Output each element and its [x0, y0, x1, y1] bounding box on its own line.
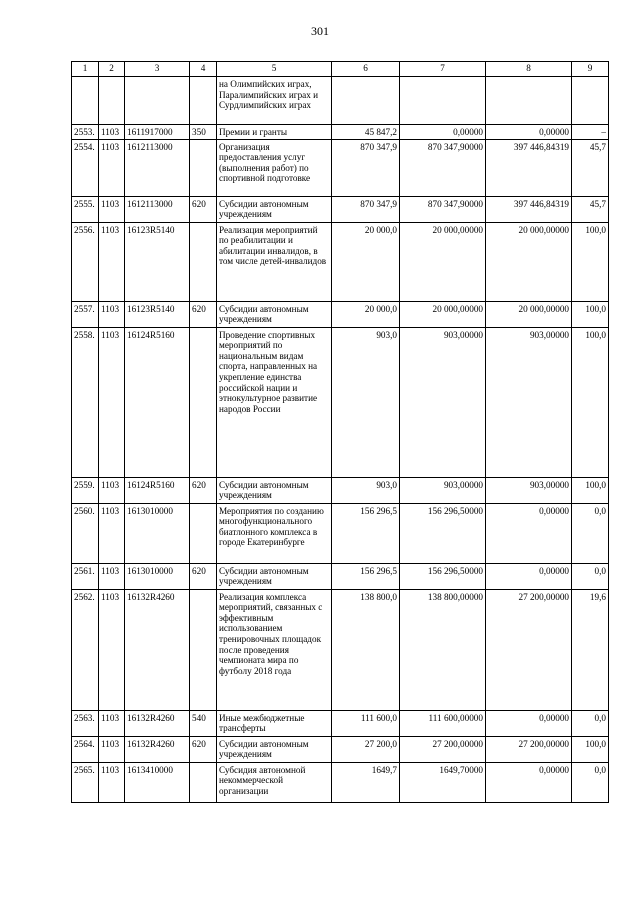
cell-description: Реализация мероприятий по реабилитации и абилитации инвалидов, в том числе детей-инвалидов [217, 222, 332, 301]
cell-plan: 1649,70000 [400, 762, 486, 802]
cell-expense-type: 540 [190, 710, 217, 736]
cell-approved: 111 600,0 [332, 710, 400, 736]
cell-plan: 903,00000 [400, 477, 486, 503]
cell-executed: 397 446,84319 [486, 196, 572, 222]
budget-table [71, 61, 609, 803]
cell-percent: 0,0 [572, 710, 609, 736]
cell-number: 2564. [72, 736, 99, 762]
cell-approved: 27 200,0 [332, 736, 400, 762]
cell-number: 2553. [72, 125, 99, 140]
cell-target-code: 1612113000 [125, 139, 190, 196]
cell-approved: 45 847,2 [332, 125, 400, 140]
cell-number: 2559. [72, 477, 99, 503]
cell-plan: 870 347,90000 [400, 139, 486, 196]
cell-section: 1103 [99, 222, 125, 301]
cell-plan: 20 000,00000 [400, 301, 486, 327]
table-row [72, 762, 609, 802]
cell-executed: 20 000,00000 [486, 301, 572, 327]
cell-target-code: 1611917000 [125, 125, 190, 140]
cell-plan: 27 200,00000 [400, 736, 486, 762]
header-row [72, 62, 609, 77]
cell-approved: 156 296,5 [332, 563, 400, 589]
cell-section: 1103 [99, 125, 125, 140]
cell-description: Субсидия автономной некоммерческой организации [217, 762, 332, 802]
cell-section: 1103 [99, 196, 125, 222]
cell-executed: 903,00000 [486, 477, 572, 503]
cell-plan: 870 347,90000 [400, 196, 486, 222]
cell-number: 2554. [72, 139, 99, 196]
column-header: 6 [332, 62, 400, 77]
cell-target-code: 16123R5140 [125, 222, 190, 301]
cell-number: 2561. [72, 563, 99, 589]
cell-percent: 100,0 [572, 477, 609, 503]
cell-executed: 0,00000 [486, 563, 572, 589]
cell-description: Субсидии автономным учреждениям [217, 736, 332, 762]
cell-description: Субсидии автономным учреждениям [217, 477, 332, 503]
cell-approved: 20 000,0 [332, 301, 400, 327]
cell-section: 1103 [99, 589, 125, 710]
cell-expense-type [190, 77, 217, 125]
column-header: 4 [190, 62, 217, 77]
cell-target-code: 16132R4260 [125, 589, 190, 710]
cell-expense-type [190, 762, 217, 802]
cell-executed: 903,00000 [486, 327, 572, 477]
cell-expense-type: 620 [190, 477, 217, 503]
cell-target-code: 1612113000 [125, 196, 190, 222]
cell-number: 2563. [72, 710, 99, 736]
cell-target-code: 1613410000 [125, 762, 190, 802]
cell-expense-type: 620 [190, 196, 217, 222]
cell-target-code: 16123R5140 [125, 301, 190, 327]
table-row [72, 301, 609, 327]
cell-section: 1103 [99, 710, 125, 736]
cell-expense-type [190, 139, 217, 196]
cell-section: 1103 [99, 736, 125, 762]
cell-expense-type [190, 222, 217, 301]
cell-section: 1103 [99, 139, 125, 196]
table-row [72, 736, 609, 762]
cell-description: Иные межбюджетные трансферты [217, 710, 332, 736]
cell-approved: 138 800,0 [332, 589, 400, 710]
cell-approved: 20 000,0 [332, 222, 400, 301]
cell-plan: 138 800,00000 [400, 589, 486, 710]
cell-target-code: 16132R4260 [125, 736, 190, 762]
cell-percent: 45,7 [572, 139, 609, 196]
cell-number: 2555. [72, 196, 99, 222]
cell-plan: 20 000,00000 [400, 222, 486, 301]
table-row [72, 196, 609, 222]
cell-description: Субсидии автономным учреждениям [217, 196, 332, 222]
cell-plan: 156 296,50000 [400, 503, 486, 563]
table-row [72, 125, 609, 140]
table-row [72, 589, 609, 710]
cell-section: 1103 [99, 327, 125, 477]
table-row [72, 477, 609, 503]
cell-percent: – [572, 125, 609, 140]
cell-percent: 19,6 [572, 589, 609, 710]
cell-description: Проведение спортивных мероприятий по национальным видам спорта, направленных на укрепление единства российской нации и этнокультурное развитие народов России [217, 327, 332, 477]
column-header: 1 [72, 62, 99, 77]
cell-expense-type [190, 589, 217, 710]
cell-executed: 0,00000 [486, 710, 572, 736]
cell-executed: 27 200,00000 [486, 736, 572, 762]
cell-section: 1103 [99, 762, 125, 802]
cell-description: Премии и гранты [217, 125, 332, 140]
table-row [72, 327, 609, 477]
cell-expense-type: 620 [190, 736, 217, 762]
cell-percent: 100,0 [572, 222, 609, 301]
cell-percent: 0,0 [572, 563, 609, 589]
cell-target-code [125, 77, 190, 125]
cell-executed: 27 200,00000 [486, 589, 572, 710]
cell-description: на Олимпийских играх, Паралимпийских играх и Сурдлимпийских играх [217, 77, 332, 125]
cell-number: 2560. [72, 503, 99, 563]
cell-target-code: 1613010000 [125, 503, 190, 563]
cell-description: Организация предоставления услуг (выполнения работ) по спортивной подготовке [217, 139, 332, 196]
cell-percent: 100,0 [572, 736, 609, 762]
cell-approved: 903,0 [332, 327, 400, 477]
cell-section: 1103 [99, 503, 125, 563]
cell-number: 2557. [72, 301, 99, 327]
cell-percent [572, 77, 609, 125]
cell-description: Субсидии автономным учреждениям [217, 563, 332, 589]
cell-plan: 903,00000 [400, 327, 486, 477]
cell-approved: 156 296,5 [332, 503, 400, 563]
cell-number: 2558. [72, 327, 99, 477]
cell-number: 2556. [72, 222, 99, 301]
page-number: 301 [311, 24, 329, 38]
cell-plan: 156 296,50000 [400, 563, 486, 589]
column-header: 9 [572, 62, 609, 77]
cell-plan: 0,00000 [400, 125, 486, 140]
cell-target-code: 1613010000 [125, 563, 190, 589]
table-row [72, 563, 609, 589]
cell-expense-type: 350 [190, 125, 217, 140]
cell-expense-type: 620 [190, 563, 217, 589]
column-header: 8 [486, 62, 572, 77]
cell-target-code: 16132R4260 [125, 710, 190, 736]
cell-target-code: 16124R5160 [125, 327, 190, 477]
cell-approved: 903,0 [332, 477, 400, 503]
table-row [72, 710, 609, 736]
column-header: 7 [400, 62, 486, 77]
cell-percent: 100,0 [572, 327, 609, 477]
cell-description: Реализация комплекса мероприятий, связанных с эффективным использованием тренировочных площадок после проведения чемпионата мира по футболу 2018 года [217, 589, 332, 710]
cell-expense-type [190, 503, 217, 563]
cell-section [99, 77, 125, 125]
cell-percent: 0,0 [572, 503, 609, 563]
cell-executed: 0,00000 [486, 125, 572, 140]
cell-approved: 870 347,9 [332, 139, 400, 196]
cell-expense-type: 620 [190, 301, 217, 327]
cell-target-code: 16124R5160 [125, 477, 190, 503]
column-header: 3 [125, 62, 190, 77]
cell-percent: 45,7 [572, 196, 609, 222]
cell-description: Мероприятия по созданию многофункционального биатлонного комплекса в городе Екатеринбурге [217, 503, 332, 563]
cell-approved: 1649,7 [332, 762, 400, 802]
cell-approved [332, 77, 400, 125]
table-row [72, 222, 609, 301]
cell-expense-type [190, 327, 217, 477]
cell-executed: 0,00000 [486, 503, 572, 563]
cell-percent: 100,0 [572, 301, 609, 327]
cell-executed [486, 77, 572, 125]
cell-description: Субсидии автономным учреждениям [217, 301, 332, 327]
cell-approved: 870 347,9 [332, 196, 400, 222]
column-header: 2 [99, 62, 125, 77]
table-row [72, 139, 609, 196]
cell-plan: 111 600,00000 [400, 710, 486, 736]
cell-section: 1103 [99, 563, 125, 589]
cell-plan [400, 77, 486, 125]
cell-section: 1103 [99, 301, 125, 327]
continuation-row [72, 77, 609, 125]
cell-executed: 0,00000 [486, 762, 572, 802]
cell-number: 2562. [72, 589, 99, 710]
cell-section: 1103 [99, 477, 125, 503]
column-header: 5 [217, 62, 332, 77]
cell-number: 2565. [72, 762, 99, 802]
table-row [72, 503, 609, 563]
cell-executed: 397 446,84319 [486, 139, 572, 196]
cell-percent: 0,0 [572, 762, 609, 802]
cell-number [72, 77, 99, 125]
cell-executed: 20 000,00000 [486, 222, 572, 301]
